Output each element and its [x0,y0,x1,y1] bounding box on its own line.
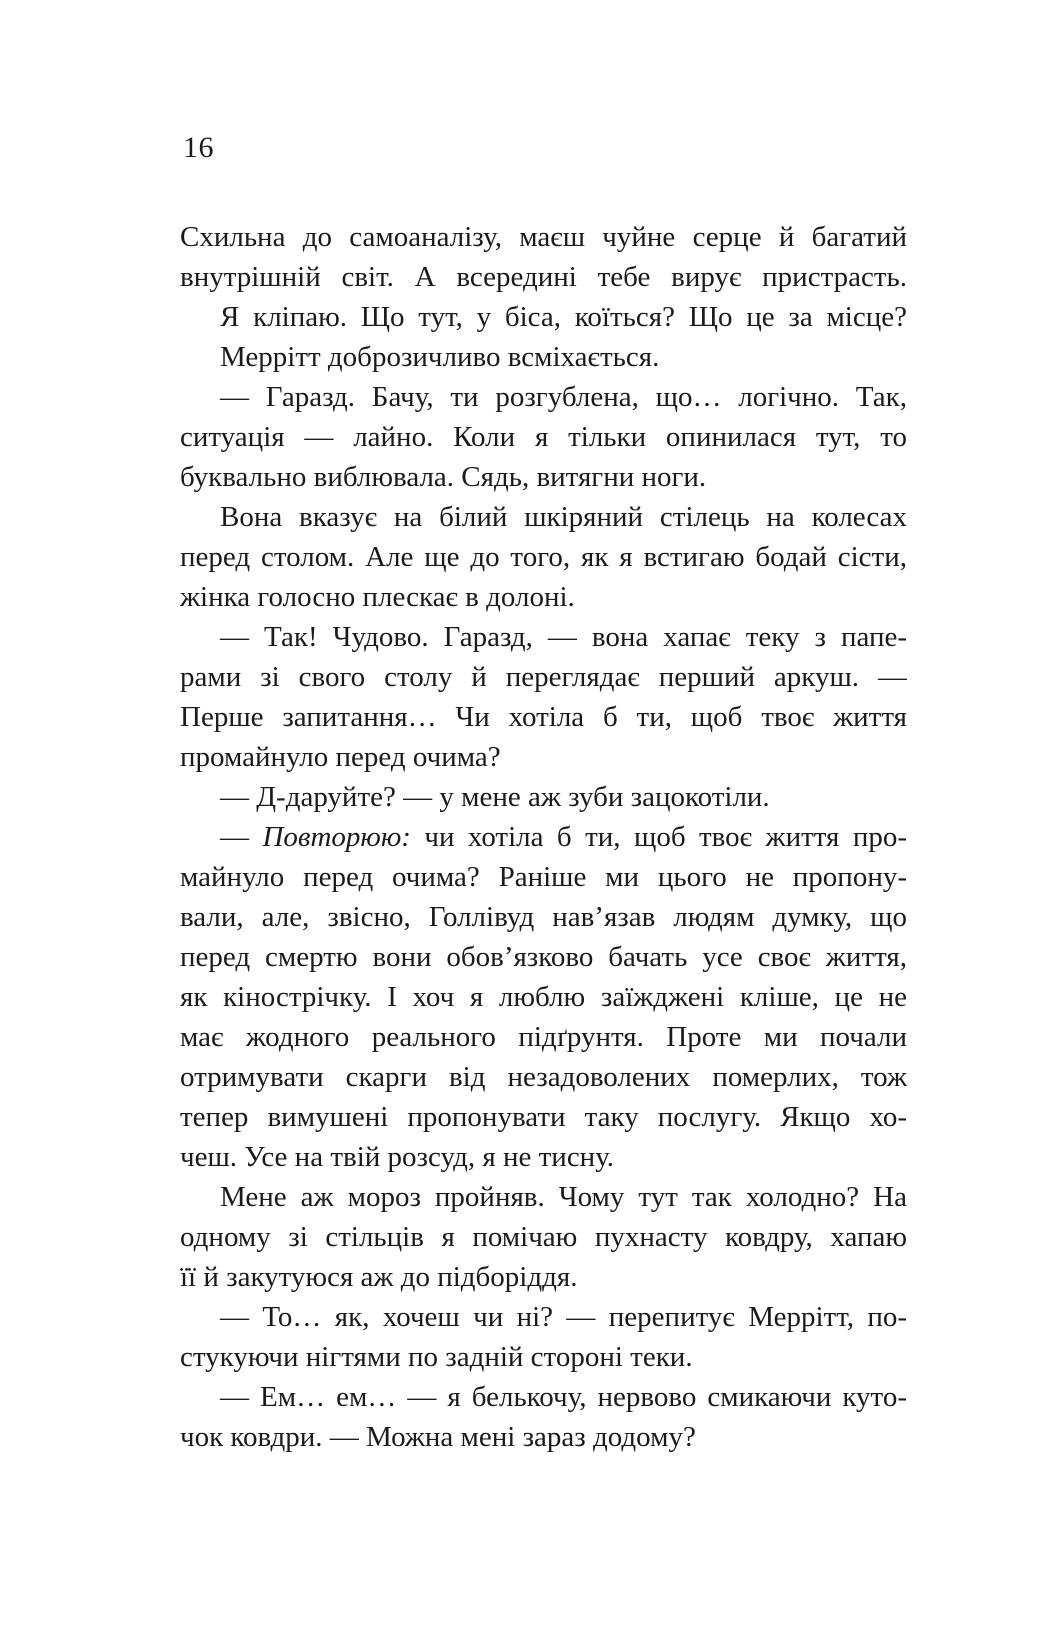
text-line [180,617,907,657]
text-line [180,1177,907,1217]
text-line [180,377,907,417]
text-line [180,577,907,617]
text-segment: буквально виблювала. Сядь, витягни ноги. [180,461,707,493]
text-segment: має жодного реального підґрунтя. Проте ми почали [180,1021,907,1053]
text-line [180,1217,907,1257]
text-segment: її й закутуюся аж до підборіддя. [180,1261,578,1293]
text-segment: чи хотіла б ти, щоб твоє життя про- [410,821,907,853]
text-segment: — [220,821,263,853]
page-number: 16 [183,131,214,164]
text-line [180,1257,907,1297]
text-segment: — Гаразд. Бачу, ти розгублена, що… логічно. Так, [220,381,907,413]
text-segment: чок ковдри. — Можна мені зараз додому? [180,1421,696,1453]
text-line [180,1417,907,1457]
text-segment: рами зі свого столу й переглядає перший аркуш. — [180,661,907,693]
italic-text-segment: Повторюю: [262,821,411,853]
text-segment: Перше запитання… Чи хотіла б ти, щоб твоє життя [180,701,907,733]
text-segment: одному зі стільців я помічаю пухнасту ковдру, хапаю [180,1221,907,1253]
text-segment: стукуючи нігтями по задній стороні теки. [180,1341,693,1373]
text-line [180,217,907,257]
text-line [180,457,907,497]
text-segment: промайнуло перед очима? [180,741,501,773]
text-line [180,1297,907,1337]
text-segment: вали, але, звісно, Голлівуд нав’язав людям думку, що [180,901,907,933]
text-line [180,497,907,537]
text-segment: — То… як, хочеш чи ні? — перепитує Меррітт, по- [220,1301,907,1333]
text-line [180,737,907,777]
text-segment: — Д-даруйте? — у мене аж зуби зацокотіли. [220,781,770,813]
text-line [180,537,907,577]
text-line [180,1337,907,1377]
text-segment: тепер вимушені пропонувати таку послугу. Якщо хо- [180,1101,907,1133]
text-segment: — Ем… ем… — я белькочу, нервово смикаючи куто- [220,1381,907,1413]
body-text [180,217,907,1457]
text-segment: майнуло перед очима? Раніше ми цього не пропону- [180,861,907,893]
text-line [180,1017,907,1057]
text-line [180,657,907,697]
text-line [180,937,907,977]
text-line [180,857,907,897]
text-segment: перед смертю вони обов’язково бачать усе своє життя, [180,941,907,973]
text-segment: жінка голосно плескає в долоні. [180,581,575,613]
text-segment: ситуація — лайно. Коли я тільки опинилася тут, то [180,421,907,453]
text-segment: Мене аж мороз пройняв. Чому тут так холодно? На [220,1181,907,1213]
text-line [180,1137,907,1177]
text-line [180,257,907,297]
text-line [180,977,907,1017]
text-segment: чеш. Усе на твій розсуд, я не тисну. [180,1141,615,1173]
text-segment: — Так! Чудово. Гаразд, — вона хапає теку з папе- [220,621,907,653]
text-line [180,1057,907,1097]
text-line [180,777,907,817]
text-line [180,697,907,737]
text-line [180,297,907,337]
text-segment: Меррітт доброзичливо всміхається. [220,341,660,373]
text-line [180,897,907,937]
text-segment: Вона вказує на білий шкіряний стілець на колесах [220,501,907,533]
text-segment: Я кліпаю. Що тут, у біса, коїться? Що це за місце? [220,301,907,333]
text-segment: як кінострічку. І хоч я люблю заїжджені кліше, це не [180,981,907,1013]
text-segment: перед столом. Але ще до того, як я встигаю бодай сісти, [180,541,907,573]
text-segment: внутрішній світ. А всередині тебе вирує пристрасть. [180,261,907,293]
text-segment: отримувати скарги від незадоволених померлих, тож [180,1061,907,1093]
text-line [180,1097,907,1137]
text-line [180,417,907,457]
text-line [180,817,907,857]
text-line [180,1377,907,1417]
text-segment: Схильна до самоаналізу, маєш чуйне серце й багатий [180,221,907,253]
text-line [180,337,907,377]
